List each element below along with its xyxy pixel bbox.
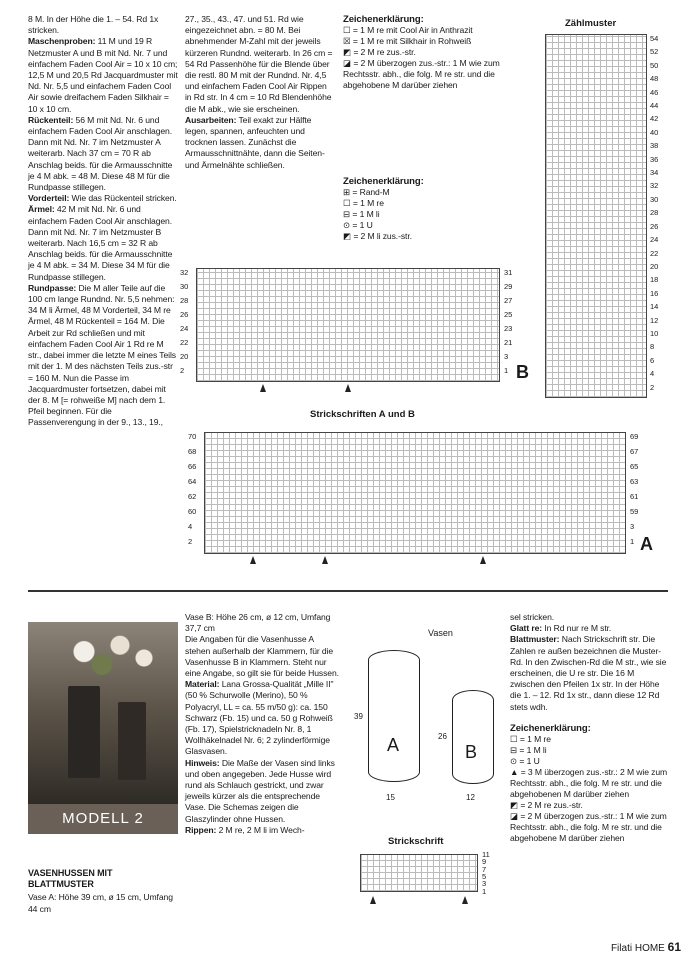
row-number: 26 (650, 221, 659, 231)
strickschrift-title: Strickschrift (388, 836, 444, 847)
legend3-item: ▲ = 3 M überzogen zus.-str.: 2 M wie zum Rechtsstr. abh., die folg. M re str. und die abgehobenen M darüber ziehen (510, 767, 668, 800)
chart-b-left-numbers (178, 268, 194, 380)
col1-p3 (28, 193, 178, 204)
col1-h2: Rückenteil: (28, 114, 74, 125)
row-number: 3 (504, 352, 509, 361)
row-number: 20 (180, 352, 189, 361)
row-number: 2 (188, 537, 193, 546)
row-number: 10 (650, 328, 659, 338)
vase-photo (28, 622, 178, 834)
row-number: 48 (650, 74, 659, 84)
row-number: 20 (650, 261, 659, 271)
row-number: 31 (504, 268, 513, 277)
chart-a-arrow-1 (250, 556, 256, 564)
legend1-title: Zeichenerklärung: (343, 14, 424, 25)
col2-h1: Ausarbeiten: (185, 114, 237, 125)
chart-a-label: A (640, 534, 653, 554)
row-number: 27 (504, 296, 513, 305)
row-number: 2 (180, 366, 185, 375)
zaehlmuster-chart (545, 34, 647, 398)
legend2-item: ⊞ = Rand-M (343, 187, 390, 198)
row-number: 3 (630, 522, 635, 531)
row-number: 61 (630, 492, 639, 501)
legend1-item: ◩ = 2 M re zus.-str. (343, 47, 416, 58)
row-number: 30 (650, 194, 659, 204)
row-number: 63 (630, 477, 639, 486)
row-number: 34 (650, 168, 659, 178)
vase-b-image (118, 702, 146, 780)
chart-a-left-numbers (186, 432, 202, 552)
row-number: 65 (630, 462, 639, 471)
row-number: 64 (188, 477, 197, 486)
col1-t5: Die M aller Teile auf die 100 cm lange Rundnd. Nr. 5,5 nehmen: 34 M li Ärmel, 48 M Vorderteil, 34 M re Ärmel, 48 M Rückenteil = 164 M. Die Arbeit zur Rd schließen und mit einfachem Faden Cool Air 1 Rd re M str., dabei immer die letzte M eines Teils mit der 1. M des nächsten Teils zus.-str = 160 M. Nun die Passe im Jacquardmuster fortsetzen, dabei mit der 8. M [= rohweiße M] nach dem 1. Pfeil beginnen. Für die Passenverengung in der 9., 13., 19., (28, 282, 177, 428)
col2b-p2: Material: Lana Grossa-Qualität „Mille II" (50 % Schurwolle (Merino), 50 % Polyacryl, LL = ca. 55 m/50 g): ca. 150 Schwarz (Fb. 15) und ca. 50 g Rohweiß (Fb. 17), Spielstricknadeln Nr. 8, 1 Wollhäkelnadel Nr. 6; 2 zylinderförmige Glasvasen. (185, 679, 334, 757)
row-number: 22 (180, 338, 189, 347)
modell-label: MODELL 2 (28, 804, 178, 834)
vase-b-cylinder (452, 690, 494, 784)
section-divider (28, 590, 668, 592)
col3b-p2: Blattmuster: Nach Strickschrift str. Die Zahlen re außen bezeichnen die Muster-Rd. In den Zwischen-Rd die M str., wie sie erscheinen, die U re str. Die 16 M zwischen den Pfeilen 1x str. In der Höhe die 1. – 12. Rd 1x str., dann diese 12 Rd stets wdh. (510, 634, 667, 712)
row-number: 11 (482, 850, 490, 859)
row-number: 21 (504, 338, 513, 347)
zaehlmuster-title: Zählmuster (565, 18, 617, 29)
legend3-item: ⊟ = 1 M li (510, 745, 547, 756)
chart-a (204, 432, 626, 554)
row-number: 70 (188, 432, 197, 441)
row-number: 1 (482, 886, 487, 896)
row-number: 16 (650, 288, 659, 298)
vase-a-image (68, 686, 100, 778)
legend2-item: ⊟ = 1 M li (343, 209, 380, 220)
row-number: 44 (650, 101, 659, 111)
vasen-title: Vasen (428, 628, 453, 638)
row-number: 23 (504, 324, 513, 333)
col1-t1: 11 M und 19 R Netzmuster A und B mit Nd. Nr. 7 und einfachem Faden Cool Air = 10 x 10 cm; 12,5 M und 20,5 Rd Jacquardmuster mit Nd. Nr. 5,5 und einfachem Faden Cool Air sowie dreifachem Faden Silkhair = 10 x 10 cm. (28, 36, 178, 114)
row-number: 9 (482, 857, 487, 867)
strickschrift-chart (360, 854, 478, 892)
col1-p2 (28, 115, 178, 193)
row-number: 60 (188, 507, 197, 516)
row-number: 24 (650, 235, 659, 245)
row-number: 22 (650, 248, 659, 258)
row-number: 69 (630, 432, 639, 441)
col1-p1 (28, 36, 178, 114)
row-number: 2 (650, 382, 655, 392)
col1-p5 (28, 283, 178, 429)
row-number: 12 (650, 315, 659, 325)
row-number: 59 (630, 507, 639, 516)
col3b-p1: Glatt re: In Rd nur re M str. (510, 623, 612, 634)
column-3-bottom (510, 612, 668, 844)
row-number: 38 (650, 141, 659, 151)
legend3-item: ⊙ = 1 U (510, 756, 540, 767)
col1-p0: 8 M. In der Höhe die 1. – 54. Rd 1x stricken. (28, 14, 159, 36)
row-number: 54 (650, 34, 659, 43)
row-number: 28 (180, 296, 189, 305)
legend-1 (343, 14, 503, 91)
section-2-title: VASENHUSSEN MIT BLATTMUSTER (28, 868, 113, 890)
strickschrift-arrow-right (462, 896, 468, 904)
chart-a-arrow-3 (480, 556, 486, 564)
row-number: 66 (188, 462, 197, 471)
row-number: 68 (188, 447, 197, 456)
chart-b-label: B (516, 362, 529, 382)
legend3-item: ◪ = 2 M überzogen zus.-str.: 1 M wie zum Rechtsstr. abh., die folg. M re str. und die abgehobene M darüber ziehen (510, 811, 667, 844)
vase-a-dimensions: Vase A: Höhe 39 cm, ø 15 cm, Umfang 44 cm (28, 892, 173, 914)
row-number: 4 (650, 369, 655, 379)
col2b-p1: Die Angaben für die Vasenhusse A stehen außerhalb der Klammern, für die Vasenhusse B in Klammern. Steht nur eine Angabe, so gilt sie für beide Hussen. (185, 634, 339, 679)
footer-brand: Filati HOME (610, 943, 665, 954)
col1-t3: Wie das Rückenteil stricken. (69, 193, 177, 204)
chart-a-arrow-2 (322, 556, 328, 564)
row-number: 32 (180, 268, 189, 277)
row-number: 40 (650, 127, 659, 137)
vase-b-width: 12 (466, 793, 475, 802)
legend2-item: ⊙ = 1 U (343, 220, 373, 231)
row-number: 25 (504, 310, 513, 319)
col2-p0: 27., 35., 43., 47. und 51. Rd wie eingezeichnet abn. = 80 M. Bei abnehmender M-Zahl mit der jeweils kürzeren Rundnd. weiterarb. In 26 cm = 54 Rd Passenhöhe für die Blende über die restl. 80 M mit der Rundnd. Nr. 4,5 und einfachem Faden Cool Air Rippen in Rd str. In 4 cm = 10 Rd Blendenhöhe die M abk., wie sie erscheinen. (185, 14, 333, 114)
col2b-p4: Rippen: 2 M re, 2 M li im Wech- (185, 824, 305, 835)
row-number: 52 (650, 47, 659, 57)
flowers-image (48, 626, 168, 690)
legend1-item: ☐ = 1 M re mit Cool Air in Anthrazit (343, 25, 473, 36)
col2-t1: Teil exakt zur Hälfte legen, spannen, anfeuchten und trocknen lassen. Zunächst die Armausschnittnähte, dann die Seiten- und Ärmelnähte schließen. (185, 114, 325, 170)
legend2-item: ◩ = 2 M li zus.-str. (343, 231, 412, 242)
strickschrift-row-numbers (480, 850, 494, 894)
vase-a-height: 39 (354, 712, 363, 721)
col1-h4: Ärmel: (28, 204, 55, 215)
vase-a-cylinder (368, 650, 420, 782)
legend1-item: ◪ = 2 M überzogen zus.-str.: 1 M wie zum Rechtsstr. abh., die folg. M re str. und die abgehobene M darüber ziehen (343, 58, 500, 91)
col3b-p0: sel stricken. (510, 612, 555, 622)
row-number: 67 (630, 447, 639, 456)
legend-2 (343, 176, 473, 242)
col1-t4: 42 M mit Nd. Nr. 6 und einfachem Faden Cool Air anschlagen. Dann mit Nd. Nr. 7 im Netzmuster B weiterarb. Nach 16,5 cm = 32 R ab Anschlag beids. für die Armausschnitte je 4 M abk. = 34 M. Diese 34 M für die Rundpasse stillegen. (28, 204, 173, 282)
row-number: 50 (650, 60, 659, 70)
row-number: 62 (188, 492, 197, 501)
row-number: 1 (504, 366, 509, 375)
vase-b-height: 26 (438, 732, 447, 741)
vase-a-label: A (387, 735, 400, 755)
strickschrift-arrow-left (370, 896, 376, 904)
column-2 (185, 14, 335, 171)
legend3-item: ◩ = 2 M re zus.-str. (510, 800, 583, 811)
row-number: 18 (650, 275, 659, 285)
row-number: 8 (650, 342, 655, 352)
row-number: 14 (650, 302, 659, 312)
page-number: 61 (667, 940, 681, 954)
col1-t2: 56 M mit Nd. Nr. 6 und einfachem Faden Cool Air anschlagen. Dann mit Nd. Nr. 7 im Netzmuster A weiterarb. Nach 37 cm = 70 R ab Anschlag beids. für die Armausschnitte je 4 M abk. = 48 M. Diese 48 M für die Rundpasse stillegen. (28, 114, 173, 193)
strickschriften-title: Strickschriften A und B (310, 409, 415, 420)
row-number: 32 (650, 181, 659, 191)
column-2-bottom (185, 612, 340, 836)
row-number: 26 (180, 310, 189, 319)
legend3-item: ☐ = 1 M re (510, 734, 551, 745)
row-number: 42 (650, 114, 659, 124)
vase-a-width: 15 (386, 793, 395, 802)
row-number: 3 (482, 879, 487, 889)
legend1-item: ☒ = 1 M re mit Silkhair in Rohweiß (343, 36, 472, 47)
page-footer (611, 940, 681, 954)
legend2-item: ☐ = 1 M re (343, 198, 384, 209)
row-number: 30 (180, 282, 189, 291)
col2b-p3: Hinweis: Die Maße der Vasen sind links und oben angegeben. Jede Husse wird rund als Schlauch gestrickt, und zwar jeweils kürzer als die entsprechende Vase. Die Schemas zeigen die Glaszylinder ohne Hussen. (185, 757, 335, 824)
row-number: 36 (650, 154, 659, 164)
section-2-intro (28, 868, 178, 915)
zaehlmuster-row-numbers (648, 34, 668, 396)
column-1 (28, 14, 178, 429)
row-number: 24 (180, 324, 189, 333)
col1-h3: Vorderteil: (28, 193, 70, 204)
col1-h5: Rundpasse: (28, 282, 77, 293)
row-number: 5 (482, 872, 487, 881)
col1-p4 (28, 204, 178, 282)
row-number: 28 (650, 208, 659, 218)
chart-b (196, 268, 500, 382)
col1-h1: Maschenproben: (28, 36, 96, 47)
legend3-title: Zeichenerklärung: (510, 722, 591, 734)
row-number: 6 (650, 355, 655, 365)
col2b-p0: Vase B: Höhe 26 cm, ø 12 cm, Umfang 37,7 cm (185, 612, 331, 634)
chart-b-arrow-right (345, 384, 351, 392)
row-number: 4 (188, 522, 193, 531)
row-number: 1 (630, 537, 635, 546)
vase-b-label: B (465, 742, 478, 762)
row-number: 46 (650, 87, 659, 97)
row-number: 29 (504, 282, 513, 291)
legend2-title: Zeichenerklärung: (343, 176, 424, 187)
col2-p1 (185, 115, 335, 171)
chart-b-arrow-left (260, 384, 266, 392)
row-number: 7 (482, 864, 487, 874)
